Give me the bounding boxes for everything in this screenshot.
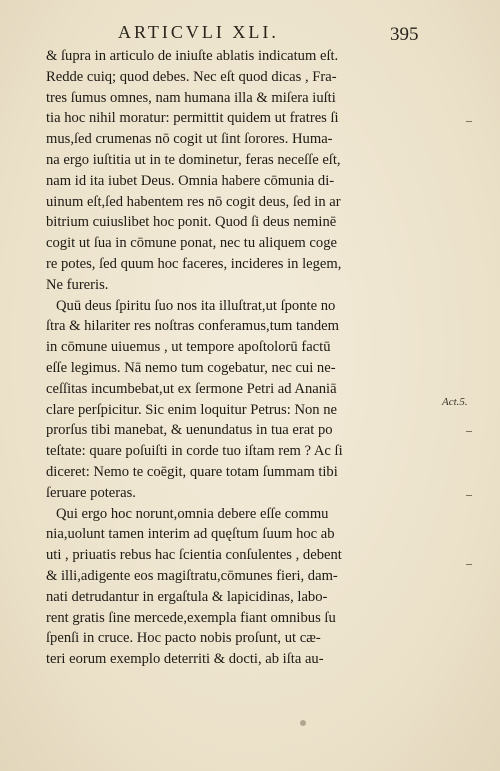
margin-tick xyxy=(466,121,472,122)
text-line: rent gratis ſine mercede,exempla fiant omnibus ſu xyxy=(46,609,336,626)
text-line: nia,uolunt tamen interim ad quęſtum ſuum hoc ab xyxy=(46,526,335,543)
text-line: teri eorum exemplo deterriti & docti, ab iſta au- xyxy=(46,651,324,668)
text-line: & illi,adigente eos magiſtratu,cōmunes fieri, dam- xyxy=(46,567,338,584)
text-line: re potes, ſed quum hoc faceres, incideres in legem, xyxy=(46,255,342,272)
text-line: uti , priuatis rebus hac ſcientia conſulentes , debent xyxy=(46,547,342,564)
text-line: bitrium cuiuslibet hoc ponit. Quod ſi deus neminē xyxy=(46,214,337,231)
text-line: Quū deus ſpiritu ſuo nos ita illuſtrat,ut ſponte no xyxy=(56,297,336,314)
text-line: teſtate: quare poſuiſti in corde tuo iſtam rem ? Ac ſi xyxy=(46,443,343,460)
text-line: uinum eſt,ſed habentem res nō cogit deus, ſed in ar xyxy=(46,193,341,210)
page-header xyxy=(0,22,500,46)
margin-tick xyxy=(466,495,472,496)
text-line: Qui ergo hoc norunt,omnia debere eſſe commu xyxy=(56,505,329,522)
margin-note: Act.5. xyxy=(442,396,468,408)
text-line: tres ſumus omnes, nam humana illa & miſera iuſti xyxy=(46,89,336,106)
text-line: na ergo iuſtitia ut in te dominetur, feras neceſſe eſt, xyxy=(46,151,341,168)
page-blemish xyxy=(300,720,306,726)
text-line: mus,ſed crumenas nō cogit ut ſint ſorores. Huma- xyxy=(46,131,333,148)
text-line: tia hoc nihil moratur: permittit quidem ut fratres ſi xyxy=(46,110,339,127)
margin-tick xyxy=(466,564,472,565)
margin-tick xyxy=(466,431,472,432)
text-line: cogit ut ſua in cōmune ponat, nec tu aliquem coge xyxy=(46,235,337,252)
text-line: in cōmune uiuemus , ut tempore apoſtolorū factū xyxy=(46,339,331,356)
text-line: diceret: Nemo te coēgit, quare totam ſummam tibi xyxy=(46,463,338,480)
text-line: nati detrudantur in ergaſtula & lapicidinas, labo- xyxy=(46,588,328,605)
text-line: nam id ita iubet Deus. Omnia habere cōmunia di- xyxy=(46,172,335,189)
text-line: Redde cuiq; quod debes. Nec eſt quod dicas , Fra- xyxy=(46,68,337,85)
text-line: Ne fureris. xyxy=(46,276,109,293)
text-line: ſtra & hilariter res noſtras conferamus,tum tandem xyxy=(46,318,339,335)
body-text xyxy=(46,46,426,670)
text-line: & ſupra in articulo de iniuſte ablatis indicatum eſt. xyxy=(46,48,339,64)
page-number: 395 xyxy=(390,24,419,45)
text-line: eſſe legimus. Nā nemo tum cogebatur, nec cui ne- xyxy=(46,359,336,376)
text-line: clare perſpicitur. Sic enim loquitur Petrus: Non ne xyxy=(46,401,337,418)
text-line: ceſſitas incumbebat,ut ex ſermone Petri ad Ananiā xyxy=(46,380,337,397)
text-line: prorſus tibi manebat, & uenundatus in tua erat po xyxy=(46,422,333,439)
text-line: ſpenſi in cruce. Hoc pacto nobis proſunt, ut cæ- xyxy=(46,630,321,647)
text-line: ſeruare poteras. xyxy=(46,484,136,501)
running-head: ARTICVLI XLI. xyxy=(118,22,279,42)
